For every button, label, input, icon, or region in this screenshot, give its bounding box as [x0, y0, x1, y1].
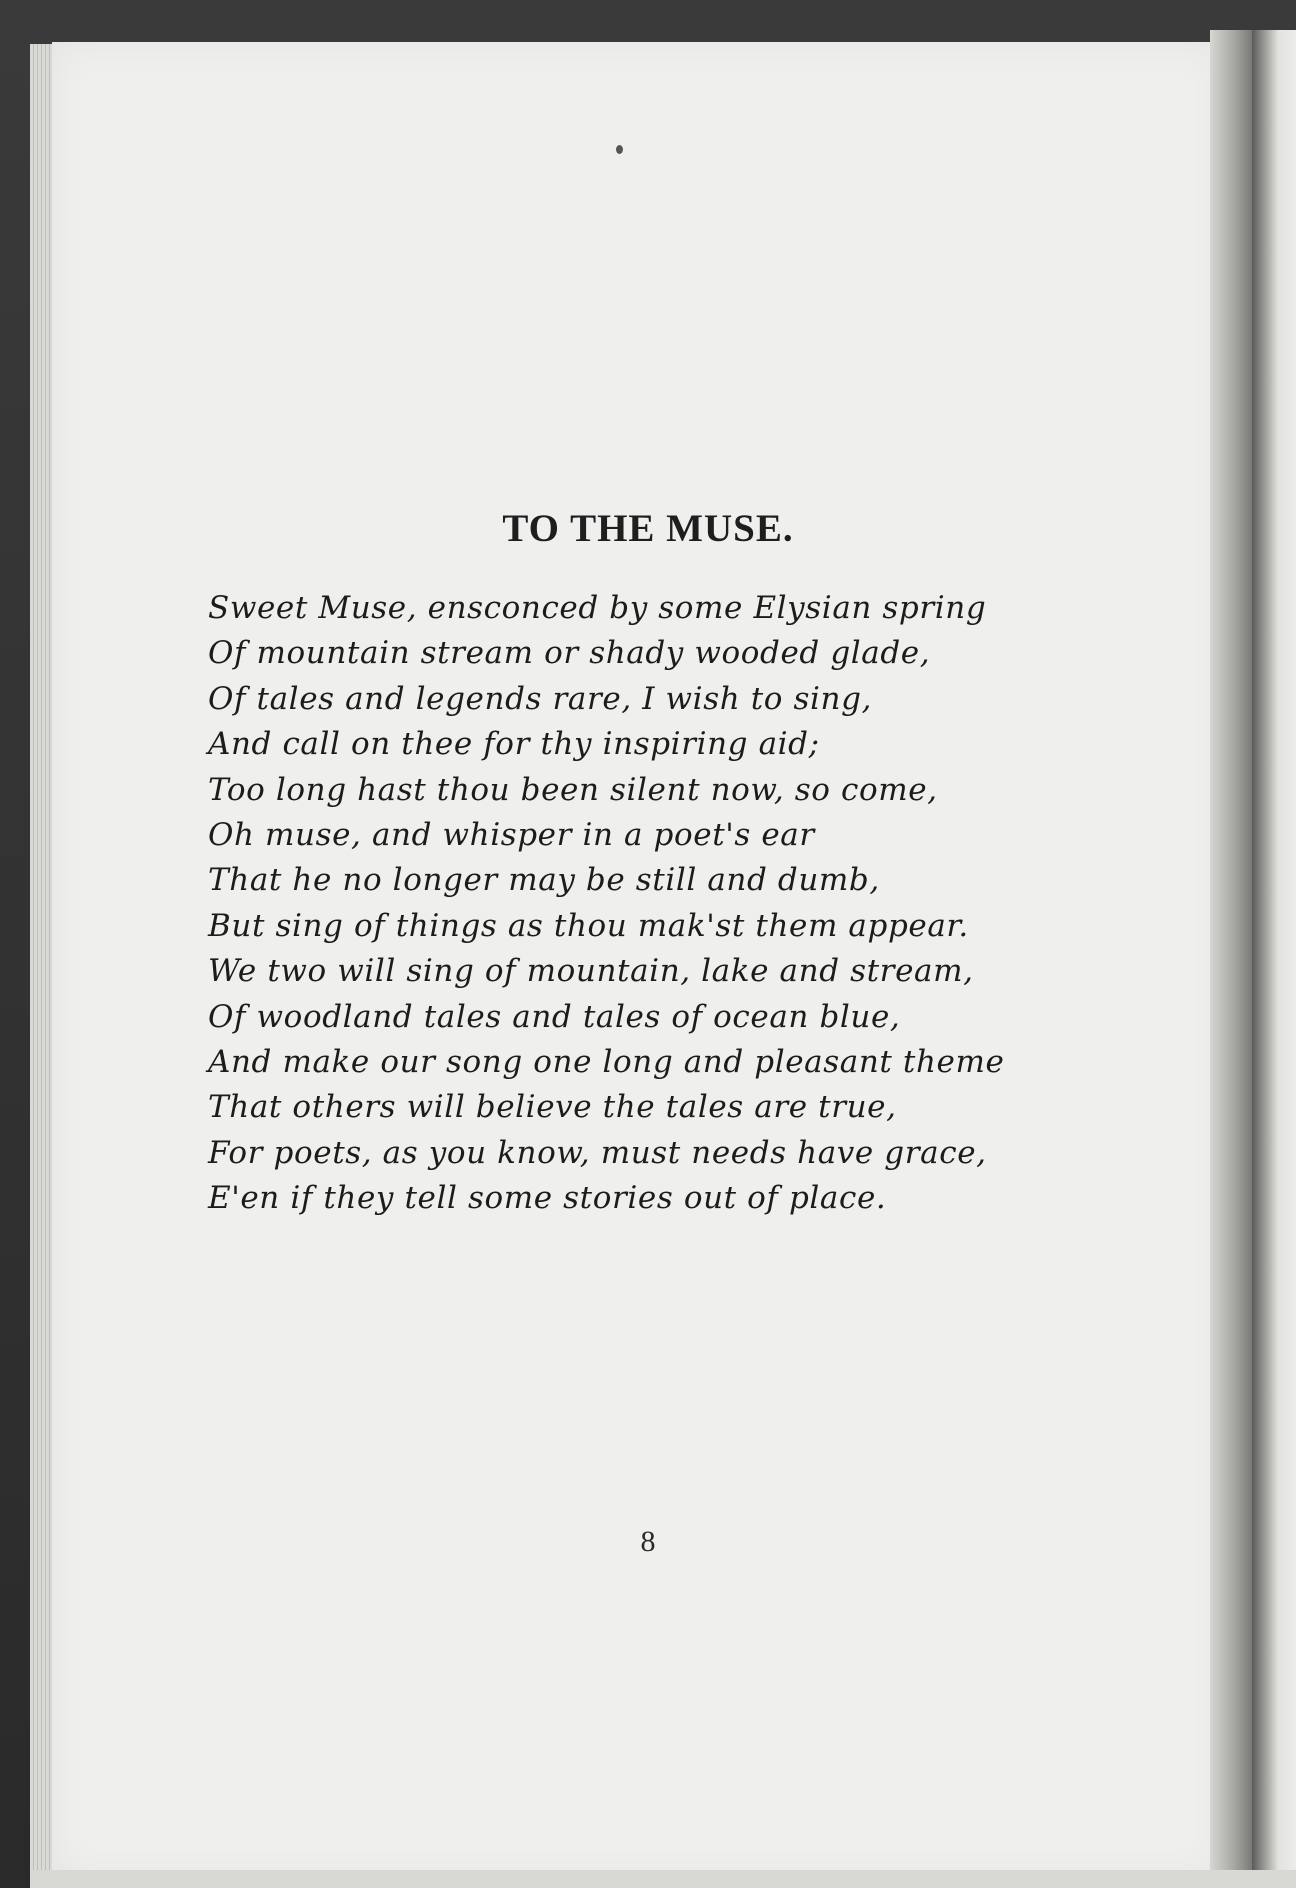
- poem-line: That others will believe the tales are true,: [208, 1089, 897, 1126]
- poem-line: Too long hast thou been silent now, so come,: [208, 771, 938, 808]
- book-gutter: [1210, 30, 1252, 1880]
- poem-title: TO THE MUSE.: [502, 507, 794, 550]
- poem-line: Of mountain stream or shady wooded glade,: [208, 635, 931, 672]
- next-page-edge: [1252, 30, 1296, 1888]
- printer-mark: [616, 145, 623, 154]
- poem-line: Sweet Muse, ensconced by some Elysian spring: [208, 590, 987, 626]
- poem-line: Oh muse, and whisper in a poet's ear: [208, 817, 815, 854]
- poem-line: And call on thee for thy inspiring aid;: [208, 726, 820, 763]
- poem-line: Of woodland tales and tales of ocean blue,: [208, 998, 901, 1035]
- poem-line: Of tales and legends rare, I wish to sing,: [208, 680, 872, 717]
- poem-line: And make our song one long and pleasant theme: [208, 1044, 1005, 1081]
- page-bottom-edge: [30, 1870, 1296, 1888]
- poem-line: But sing of things as thou mak'st them appear.: [208, 907, 969, 944]
- poem-line: We two will sing of mountain, lake and stream,: [208, 953, 974, 990]
- poem-line: For poets, as you know, must needs have grace,: [208, 1134, 987, 1171]
- poem-line: That he no longer may be still and dumb,: [208, 862, 880, 899]
- page-number: 8: [640, 1525, 656, 1558]
- poem-line: E'en if they tell some stories out of place.: [208, 1180, 887, 1217]
- poem-body: [208, 586, 1068, 1222]
